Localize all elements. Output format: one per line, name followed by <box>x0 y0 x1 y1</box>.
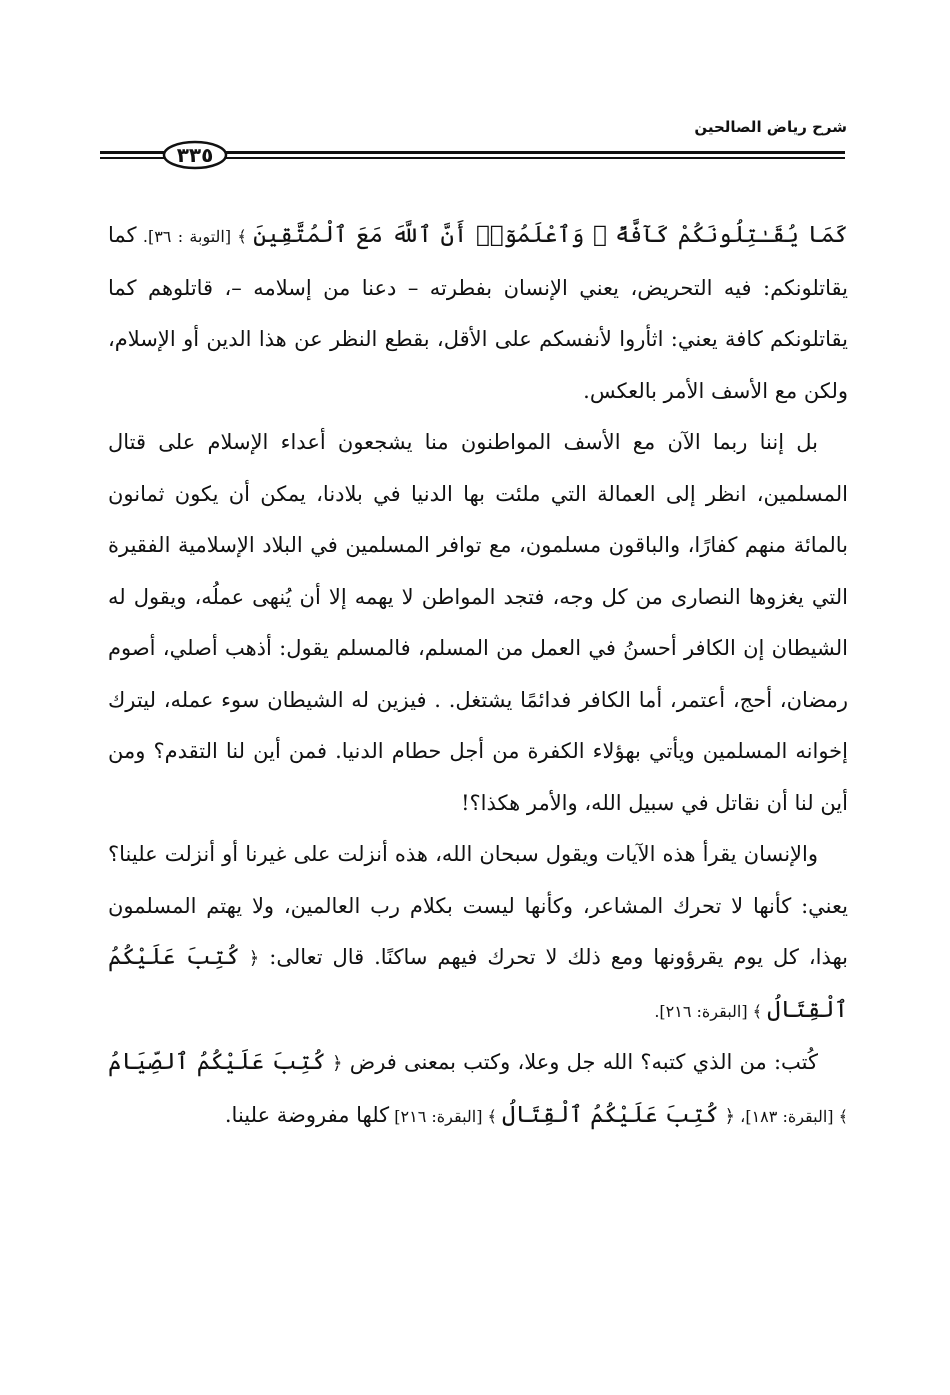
verse-reference: ﴾ [البقرة: ٢١٦]. <box>654 1001 768 1021</box>
paragraph-text: بل إننا ربما الآن مع الأسف المواطنون منا يشجعون أعداء الإسلام على قتال المسلمين، انظر إلى العمالة التي ملئت بها الدنيا في بلادنا، يمكن أن يكون ثمانون بالمائة منهم كفارًا، والباقون مسلمون، مع توافر المسلمين في البلاد الإسلامية الفقيرة التي يغزوها النصارى من كل وجه، فتجد المواطن لا يهمه إلا أن يُنهى عملُه، ويقول له الشيطان إن الكافر أحسنُ في العمل من المسلم، فالمسلم يقول: أذهب أصلي، أصوم رمضان، أحج، أعتمر، أما الكافر فدائمًا يشتغل. . فيزين له الشيطان سوء عمله، ليترك إخوانه المسلمين ويأتي بهؤلاء الكفرة من أجل حطام الدنيا. فمن أين لنا التقدم؟ ومن أين لنا أن نقاتل في سبيل الله، والأمر هكذا؟! <box>108 430 848 815</box>
quran-verse: كُتِبَ عَلَيْكُمُ ٱلصِّيَامُ <box>108 1049 326 1075</box>
verse-bracket: ﴿ <box>718 1105 736 1127</box>
quran-verse: كُتِبَ عَلَيْكُمُ ٱلْقِتَالُ <box>502 1101 719 1128</box>
verse-reference: ﴾ [التوبة : ٣٦]. <box>136 227 254 246</box>
paragraph-text: والإنسان يقرأ هذه الآيات ويقول سبحان الله، هذه أنزلت على غيرنا أو أنزلت علينا؟ يعني: كأنها لا تحرك المشاعر، وكأنها ليست بكلام رب العالمين، ولا يهتم المسلمون بهذا، كل يوم يقرؤونها ومع ذلك لا تحرك فيهم ساكنًا. قال تعالى: <box>108 842 848 969</box>
paragraph-text: كُتب: من الذي كتبه؟ الله جل وعلا، وكتب بمعنى فرض <box>342 1050 818 1074</box>
main-body-text <box>108 210 848 1142</box>
running-header-book-title: شرح رياض الصالحين <box>694 118 847 136</box>
paragraph <box>108 1037 848 1142</box>
paragraph-text: كما يقاتلونكم: فيه التحريض، يعني الإنسان بفطرته – دعنا من إسلامه –، قاتلوهم كما يقاتلونكم كافة يعني: اثأروا لأنفسكم على الأقل، بقطع النظر عن هذا الدين أو الإسلام، ولكن مع الأسف الأمر بالعكس. <box>108 223 848 403</box>
verse-reference: ﴾ [البقرة: ٢١٦] <box>389 1106 503 1126</box>
paragraph-text: كلها مفروضة علينا. <box>224 1102 390 1127</box>
verse-bracket: ﴿ <box>239 948 260 969</box>
page-number: ٣٣٥ <box>176 143 214 167</box>
verse-bracket: ﴿ <box>325 1053 343 1074</box>
paragraph <box>108 417 848 829</box>
quran-verse: كَمَا يُقَـٰتِلُونَكُمْ كَآفَّةً ۚ وَٱعْلَمُوٓا۟ أَنَّ ٱللَّهَ مَعَ ٱلْمُتَّقِينَ <box>253 222 848 248</box>
paragraph <box>108 829 848 1037</box>
quran-verse: كُتِبَ عَلَيْكُمُ ٱلْقِتَالُ <box>108 944 848 1023</box>
paragraph <box>108 210 848 417</box>
verse-reference: ﴾ [البقرة: ١٨٣]، <box>735 1106 848 1126</box>
